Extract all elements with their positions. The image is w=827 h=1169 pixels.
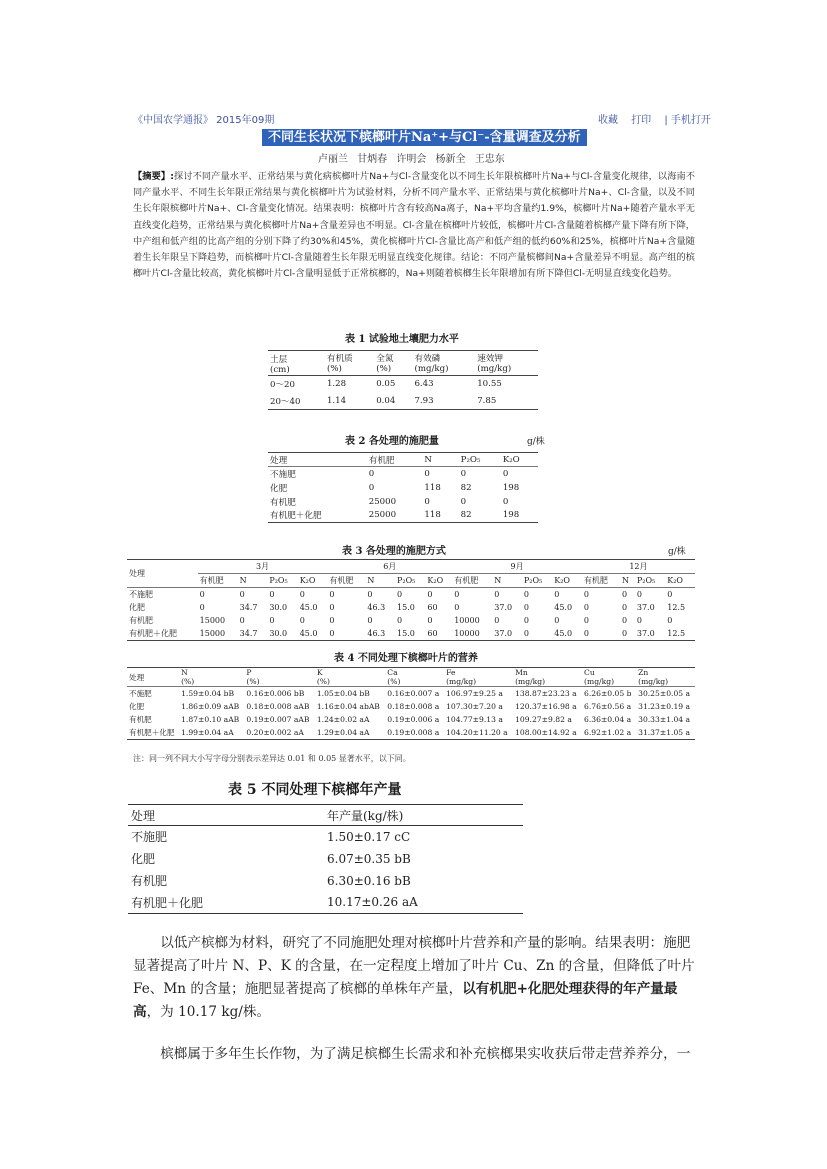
table3-subheader: N bbox=[494, 576, 502, 585]
table4 bbox=[127, 667, 695, 740]
table4-header-unit: (%) bbox=[181, 677, 195, 686]
table2-cell: 0 bbox=[460, 496, 467, 507]
table4-cell: 0.20±0.002 aA bbox=[246, 728, 304, 737]
table1-header-unit: (mg/kg) bbox=[414, 364, 449, 374]
table3-cell: 0 bbox=[554, 590, 560, 599]
table3-subheader: K₂O bbox=[299, 576, 316, 585]
table4-cell: 1.99±0.04 aA bbox=[181, 728, 234, 737]
table4-cell: 30.25±0.05 a bbox=[638, 689, 691, 698]
table4-cell: 有机肥 bbox=[129, 715, 152, 724]
table3-cell: 0 bbox=[583, 616, 589, 625]
table2-cell: 0 bbox=[368, 482, 375, 493]
table4-cell: 有机肥＋化肥 bbox=[129, 728, 175, 737]
table1-cell: 0.04 bbox=[376, 395, 396, 406]
table4-cell: 6.36±0.04 a bbox=[584, 715, 632, 724]
table3-cell: 0 bbox=[636, 616, 642, 625]
table2-cell: 0 bbox=[368, 468, 375, 479]
table3-cell: 60 bbox=[427, 603, 438, 612]
table5-cell: 有机肥 bbox=[131, 874, 168, 888]
table1-header-unit: (cm) bbox=[270, 365, 290, 375]
table3-cell: 0 bbox=[397, 616, 403, 625]
table2-cell: 82 bbox=[460, 482, 472, 493]
table3-subheader: P₂O₅ bbox=[636, 576, 656, 585]
table3-cell: 46.3 bbox=[367, 629, 386, 638]
table5-cell: 不施肥 bbox=[131, 830, 168, 845]
table3-cell: 0 bbox=[367, 616, 373, 625]
table5-cell: 化肥 bbox=[131, 852, 156, 866]
print-button[interactable]: 打印 bbox=[631, 115, 652, 126]
table5-caption: 表 5 不同处理下槟榔年产量 bbox=[228, 782, 402, 798]
table4-cell: 109.27±9.82 a bbox=[515, 715, 572, 724]
table4-cell: 0.18±0.008 a bbox=[387, 702, 440, 711]
table3-month: 3月 bbox=[198, 560, 328, 574]
table4-caption: 表 4 不同处理下槟榔叶片的营养 bbox=[334, 653, 478, 664]
table5-cell: 10.17±0.26 aA bbox=[327, 895, 418, 910]
table1-cell: 1.28 bbox=[326, 379, 347, 390]
body-paragraph-2: 槟榔属于多年生长作物，为了满足槟榔生长需求和补充槟榔果实收获后带走营养养分，一 bbox=[160, 1046, 691, 1062]
table1-cell: 10.55 bbox=[477, 379, 502, 390]
table3-month: 12月 bbox=[582, 560, 695, 574]
table3-cell: 0 bbox=[299, 590, 305, 599]
table5-cell: 1.50±0.17 cC bbox=[327, 829, 411, 844]
table3-subheader: 有机肥 bbox=[583, 576, 608, 585]
body-paragraph-1 bbox=[133, 932, 701, 1024]
table4-cell: 0.19±0.007 aAB bbox=[246, 715, 310, 724]
table3-cell: 0 bbox=[523, 616, 529, 625]
table-row bbox=[127, 687, 695, 701]
table4-cell: 104.20±11.20 a bbox=[446, 728, 508, 737]
table4-cell: 108.00±14.92 a bbox=[515, 728, 577, 737]
table3-cell: 0 bbox=[239, 590, 245, 599]
table3-cell: 60 bbox=[427, 629, 438, 638]
table3-cell: 0 bbox=[583, 590, 589, 599]
table4-cell: 107.30±7.20 a bbox=[446, 702, 503, 711]
table2-cell: 82 bbox=[460, 510, 472, 521]
table4-header-label: Fe bbox=[446, 668, 456, 677]
table3-cell: 0 bbox=[269, 590, 275, 599]
table3-cell: 不施肥 bbox=[129, 590, 153, 599]
table2-cell: 有机肥 bbox=[270, 497, 296, 508]
article-toolbar bbox=[588, 111, 711, 126]
table2-cell: 0 bbox=[460, 468, 467, 479]
table2-cell: 0 bbox=[424, 496, 430, 507]
table3-cell: 12.5 bbox=[667, 603, 686, 612]
table3-cell: 0 bbox=[554, 616, 560, 625]
table3-unit: g/株 bbox=[668, 547, 686, 557]
table-row bbox=[127, 588, 695, 602]
table3-cell: 45.0 bbox=[554, 629, 573, 638]
table2-cell: 198 bbox=[502, 482, 520, 493]
table1-header-unit: (%) bbox=[376, 364, 392, 374]
table4-header-unit: (%) bbox=[387, 677, 401, 686]
table2-cell: 118 bbox=[424, 482, 441, 493]
table-row bbox=[127, 700, 695, 713]
table3-subheader: 有机肥 bbox=[329, 576, 354, 585]
table4-cell: 1.05±0.04 bB bbox=[316, 689, 370, 698]
table3-cell: 0 bbox=[329, 590, 335, 599]
table2-caption: 表 2 各处理的施肥量 bbox=[345, 436, 439, 447]
table-row bbox=[127, 726, 695, 740]
table2-cell: 118 bbox=[424, 510, 441, 521]
table3-cell: 0 bbox=[621, 590, 628, 599]
table3-subheader: K₂O bbox=[427, 576, 444, 585]
table2-cell: 有机肥＋化肥 bbox=[270, 511, 322, 522]
body-text: 以低产槟榔为材料，研究了不同施肥处理对槟榔叶片营养和产量的影响。结果表明：施肥显著提高了叶片 N、P、K 的含量，在一定程度上增加了叶片 Cu、Zn 的含量，但降低了叶片 Fe、Mn 的含量；施肥显著提高了槟榔的单株年产量， bbox=[133, 935, 695, 997]
table3-subheader: 有机肥 bbox=[454, 576, 479, 585]
table4-cell: 0.18±0.008 aAB bbox=[246, 702, 310, 711]
table1-cell: 1.14 bbox=[326, 395, 347, 406]
table3-subheader: N bbox=[239, 576, 247, 585]
table3-cell: 0 bbox=[199, 590, 205, 599]
table3-subheader: P₂O₅ bbox=[269, 576, 288, 585]
table4-cell: 1.59±0.04 bB bbox=[181, 689, 235, 698]
table3-cell: 0 bbox=[583, 603, 589, 612]
table3-subheader: 有机肥 bbox=[199, 576, 224, 585]
table3-cell: 0 bbox=[329, 629, 335, 638]
table4-note: 注：同一列不同大小写字母分别表示差异达 0.01 和 0.05 显著水平，以下同。 bbox=[133, 754, 411, 763]
table5-cell: 6.30±0.16 bB bbox=[327, 873, 411, 888]
table3-cell: 34.7 bbox=[239, 629, 258, 638]
table3-cell: 10000 bbox=[454, 629, 480, 638]
table4-header-label: N bbox=[181, 668, 188, 677]
table3-cell: 46.3 bbox=[367, 603, 386, 612]
table4-cell: 31.23±0.19 a bbox=[638, 702, 691, 711]
table4-header-unit: (mg/kg) bbox=[638, 677, 669, 686]
table1-cell: 7.85 bbox=[477, 395, 497, 406]
table4-header-label: 处理 bbox=[129, 672, 145, 682]
table3-subheader: N bbox=[621, 576, 629, 585]
table3-subheader: K₂O bbox=[667, 576, 683, 585]
table3-cell: 0 bbox=[523, 603, 529, 612]
table2-unit: g/株 bbox=[527, 437, 545, 447]
table1-cell: 0～20 bbox=[270, 380, 295, 391]
table4-cell: 1.29±0.04 aA bbox=[316, 728, 370, 737]
table1-header: 有机质 bbox=[326, 354, 353, 364]
table3-cell: 有机肥 bbox=[129, 616, 153, 625]
favorite-button[interactable]: 收藏 bbox=[598, 115, 618, 126]
table4-header-unit: (%) bbox=[316, 677, 330, 686]
table3-cell: 0 bbox=[494, 616, 500, 625]
table4-header bbox=[636, 668, 695, 687]
table5-header: 年产量(kg/株) bbox=[327, 808, 404, 823]
table2-header: N bbox=[424, 454, 432, 465]
table4-header-label: P bbox=[246, 668, 252, 677]
table4-cell: 6.92±1.02 a bbox=[584, 728, 632, 737]
table5-header: 处理 bbox=[131, 808, 156, 823]
table2-cell: 0 bbox=[502, 468, 509, 479]
table1-caption: 表 1 试验地土壤肥力水平 bbox=[345, 334, 459, 345]
table3-cell: 45.0 bbox=[299, 629, 318, 638]
table3-cell: 30.0 bbox=[269, 603, 288, 612]
table1-header: 有效磷 bbox=[414, 354, 441, 364]
table5 bbox=[128, 804, 523, 914]
table3-cell: 0 bbox=[523, 590, 529, 599]
table2-cell: 25000 bbox=[368, 496, 397, 507]
table1-header-unit: (mg/kg) bbox=[477, 364, 512, 374]
table3-cell: 0 bbox=[239, 616, 245, 625]
table3-cell: 15000 bbox=[199, 629, 226, 638]
table2-cell: 25000 bbox=[368, 510, 397, 521]
table1-header-unit: (%) bbox=[326, 364, 342, 374]
table3-cell: 37.0 bbox=[636, 629, 655, 638]
abstract-label: 【摘要】: bbox=[133, 171, 174, 182]
table3-cell: 12.5 bbox=[667, 629, 686, 638]
table3-cell: 0 bbox=[621, 616, 628, 625]
body-text: ，为 10.17 kg/株。 bbox=[146, 1004, 271, 1020]
table4-cell: 1.24±0.02 aA bbox=[316, 715, 370, 724]
table3-cell: 0 bbox=[621, 629, 628, 638]
table3-cell: 0 bbox=[523, 629, 529, 638]
author-list[interactable]: 卢丽兰 甘炳春 许明会 杨新全 王忠东 bbox=[318, 154, 505, 165]
table3-cell: 45.0 bbox=[299, 603, 318, 612]
journal-source[interactable]: 《中国农学通报》 2015年09期 bbox=[133, 115, 275, 126]
table3-cell: 0 bbox=[397, 590, 403, 599]
table2 bbox=[268, 452, 538, 523]
table4-header-label: Zn bbox=[638, 668, 649, 677]
table4-header-label: Cu bbox=[584, 668, 595, 677]
table4-header bbox=[315, 668, 385, 687]
table3-cell: 有机肥＋化肥 bbox=[129, 629, 177, 638]
table4-cell: 104.77±9.13 a bbox=[446, 715, 503, 724]
table2-header: 处理 bbox=[270, 455, 288, 466]
table4-cell: 6.26±0.05 b bbox=[584, 689, 632, 698]
table1-cell: 6.43 bbox=[414, 379, 434, 390]
table4-cell: 31.37±1.05 a bbox=[638, 728, 691, 737]
table3-cell: 0 bbox=[621, 603, 628, 612]
table4-cell: 1.87±0.10 aAB bbox=[181, 715, 240, 724]
table3-cell: 0 bbox=[667, 616, 673, 625]
table3-month: 9月 bbox=[452, 560, 582, 574]
table3-cell: 0 bbox=[583, 629, 589, 638]
article-title: 不同生长状况下槟榔叶片Na⁺+与Cl⁻-含量调查及分析 bbox=[262, 129, 587, 146]
table2-cell: 0 bbox=[502, 496, 509, 507]
table4-cell: 106.97±9.25 a bbox=[446, 689, 503, 698]
table4-header-unit: (%) bbox=[246, 677, 260, 686]
table4-cell: 6.76±0.56 a bbox=[584, 702, 632, 711]
table1-cell: 7.93 bbox=[414, 395, 434, 406]
table4-header-unit: (mg/kg) bbox=[584, 677, 615, 686]
table3-cell: 0 bbox=[269, 616, 275, 625]
table4-header-label: K bbox=[316, 668, 323, 677]
table4-header bbox=[444, 668, 513, 687]
table2-cell: 化肥 bbox=[270, 483, 288, 494]
table3-subheader: K₂O bbox=[554, 576, 570, 585]
table3-caption: 表 3 各处理的施肥方式 bbox=[342, 546, 446, 557]
table4-cell: 120.37±16.98 a bbox=[515, 702, 577, 711]
table3-subheader: N bbox=[367, 576, 375, 585]
table4-cell: 138.87±23.23 a bbox=[515, 689, 577, 698]
table1-cell: 20～40 bbox=[270, 396, 301, 407]
table3-subheader: P₂O₅ bbox=[523, 576, 543, 585]
table3-cell: 0 bbox=[494, 590, 500, 599]
table3-cell: 15000 bbox=[199, 616, 226, 625]
table3-cell: 0 bbox=[427, 616, 433, 625]
table-row bbox=[127, 601, 695, 614]
table3-cell: 0 bbox=[427, 590, 433, 599]
table1-header: 土层 bbox=[270, 355, 288, 365]
table4-cell: 30.33±1.04 a bbox=[638, 715, 691, 724]
table4-cell: 0.16±0.006 bB bbox=[246, 689, 305, 698]
table3-cell: 化肥 bbox=[129, 603, 145, 612]
table4-cell: 0.16±0.007 a bbox=[387, 689, 440, 698]
table3-cell: 0 bbox=[199, 603, 205, 612]
body-text-bold: 以有机肥+化肥处理获得的年产量最高 bbox=[133, 981, 678, 1020]
table1-cell: 0.05 bbox=[376, 379, 396, 390]
table3-cell: 45.0 bbox=[554, 603, 573, 612]
table-row bbox=[127, 627, 695, 641]
table4-header-label: Mn bbox=[515, 668, 528, 677]
table2-cell: 0 bbox=[424, 468, 430, 479]
table4-header bbox=[385, 668, 444, 687]
table3-cell: 15.0 bbox=[397, 629, 415, 638]
table3-cell: 30.0 bbox=[269, 629, 288, 638]
table2-cell: 198 bbox=[502, 510, 520, 521]
table3-cell: 15.0 bbox=[397, 603, 415, 612]
table4-cell: 1.86±0.09 aAB bbox=[181, 702, 240, 711]
table3-cell: 0 bbox=[329, 616, 335, 625]
mobile-open-button[interactable]: | 手机打开 bbox=[664, 115, 711, 126]
table3-header: 处理 bbox=[129, 569, 145, 578]
table3-cell: 0 bbox=[367, 590, 373, 599]
table3-cell: 34.7 bbox=[239, 603, 258, 612]
abstract bbox=[133, 169, 695, 282]
table3-cell: 37.0 bbox=[494, 629, 513, 638]
abstract-text: 探讨不同产量水平、正常结果与黄化病槟榔叶片Na+与Cl-含量变化以不同生长年限槟榔叶片Na+与Cl-含量变化规律，以海南不同产量水平、不同生长年限正常结果与黄化槟榔叶片为试验材料，分析不同产量水平、正常结果与黄化槟榔叶片Na+、Cl-含量，以及不同生长年限槟榔叶片Na+、Cl-含量变化情况。结果表明：槟榔叶片含有较高Na离子，Na+平均含量约1.9%，槟榔叶片Na+随着产量水平无直线变化趋势，正常结果与黄化槟榔叶片Na+含量差异也不明显。Cl-含量在槟榔叶片较低，槟榔叶片Cl-含量随着槟榔产量下降有所下降，中产组和低产组的比高产组的分别下降了约30%和45%，黄化槟榔叶片Cl-含量比高产和低产组的低约60%和25%，槟榔叶片Na+含量随着生长年限呈下降趋势，而槟榔叶片Cl-含量随着生长年限无明显直线变化规律。结论：不同产量槟榔间Na+含量差异不明显。高产组的槟榔叶片Cl-含量比较高，黄化槟榔叶片Cl-含量明显低于正常槟榔的，Na+则随着槟榔生长年限增加有所下降但Cl-无明显直线变化趋势。 bbox=[133, 171, 695, 280]
table5-cell: 6.07±0.35 bB bbox=[327, 851, 411, 866]
table3-subheader: P₂O₅ bbox=[397, 576, 416, 585]
table3-cell: 0 bbox=[299, 616, 305, 625]
table3-month: 6月 bbox=[327, 560, 452, 574]
table3-cell: 0 bbox=[636, 590, 642, 599]
table4-header bbox=[127, 668, 179, 687]
table4-header bbox=[513, 668, 582, 687]
table1-header: 全氮 bbox=[376, 354, 394, 364]
table5-cell: 有机肥＋化肥 bbox=[131, 895, 204, 910]
table3-cell: 37.0 bbox=[636, 603, 655, 612]
table1-header: 速效钾 bbox=[477, 354, 504, 364]
table4-header-label: Ca bbox=[387, 668, 398, 677]
table4-header bbox=[179, 668, 244, 687]
table2-cell: 不施肥 bbox=[270, 469, 296, 480]
table4-header bbox=[582, 668, 636, 687]
table4-cell: 0.19±0.006 a bbox=[387, 715, 440, 724]
table2-header: P₂O₅ bbox=[460, 454, 481, 465]
table3-cell: 37.0 bbox=[494, 603, 513, 612]
table2-header: K₂O bbox=[502, 454, 520, 465]
table-row bbox=[127, 614, 695, 627]
table3-cell: 0 bbox=[454, 590, 460, 599]
table3-cell: 0 bbox=[454, 603, 460, 612]
table3-cell: 10000 bbox=[454, 616, 480, 625]
table-row bbox=[127, 713, 695, 726]
table4-header bbox=[244, 668, 314, 687]
table2-header: 有机肥 bbox=[368, 455, 395, 466]
table4-header-unit: (mg/kg) bbox=[446, 677, 477, 686]
table3-cell: 0 bbox=[329, 603, 335, 612]
table4-cell: 1.16±0.04 abAB bbox=[316, 702, 380, 711]
table3-cell: 0 bbox=[667, 590, 673, 599]
table4-cell: 0.19±0.008 a bbox=[387, 728, 440, 737]
table3 bbox=[127, 559, 695, 641]
table1 bbox=[268, 350, 538, 410]
table4-cell: 化肥 bbox=[129, 702, 145, 711]
table4-cell: 不施肥 bbox=[129, 689, 152, 698]
table4-header-unit: (mg/kg) bbox=[515, 677, 546, 686]
